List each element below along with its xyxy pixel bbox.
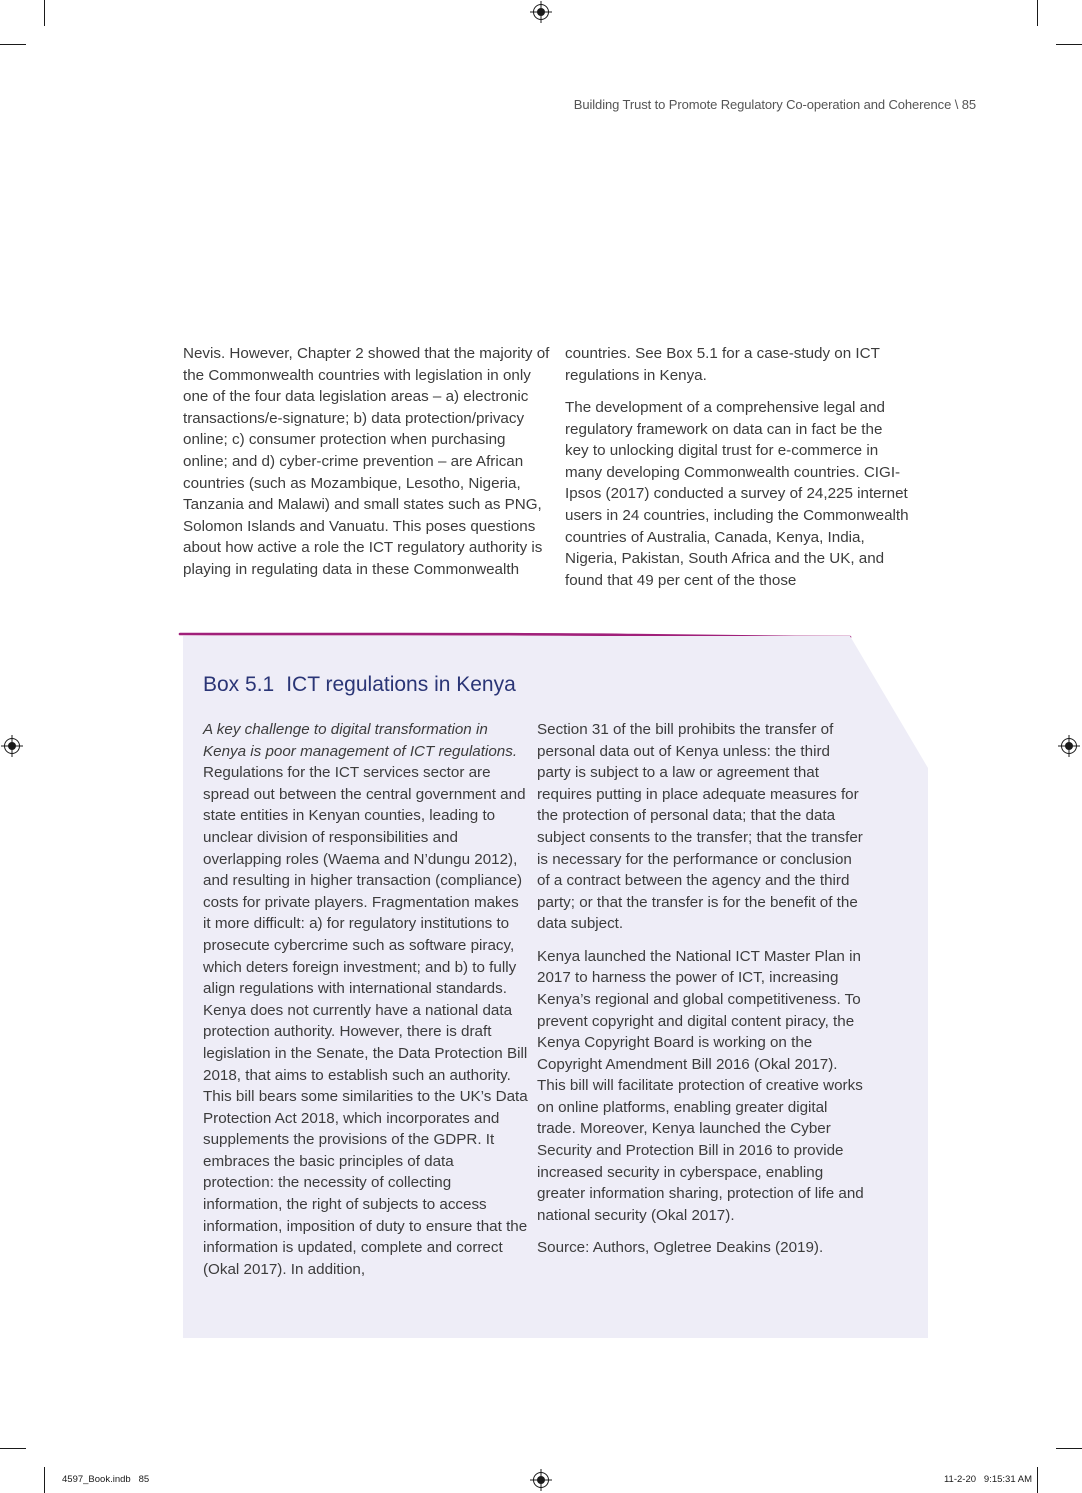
crop-mark [1056,1448,1082,1449]
crop-mark [1056,44,1082,45]
crop-mark [0,1448,26,1449]
body-right-column [565,343,910,602]
box-left-column [203,719,528,1291]
registration-mark-icon [1061,738,1077,754]
box-title [203,673,516,697]
body-paragraph: countries. See Box 5.1 for a case-study on ICT regulations in Kenya. [565,345,880,384]
print-slug-timestamp: 11-2-20 9:15:31 AM [943,1474,1032,1485]
crop-mark [44,1467,45,1493]
box-paragraph: Kenya launched the National ICT Master Plan in 2017 to harness the power of ICT, increasing Kenya’s regional and global competitiveness. To prevent copyright and digital content piracy, the Kenya Copyright Board is working on the Copyright Amendment Bill 2016 (Okal 2017). This bill will facilitate protection of creative works on online platforms, enabling greater digital trade. Moreover, Kenya launched the Cyber Security and Protection Bill in 2016 to provide increased security in cyberspace, enabling greater information sharing, protection of life and national security (Okal 2017). [537,947,864,1224]
body-left-column [183,343,553,591]
running-head: Building Trust to Promote Regulatory Co-operation and Coherence \ 85 [573,97,976,112]
box-right-column [537,719,867,1270]
body-paragraph: The development of a comprehensive legal and regulatory framework on data can in fact be the key to unlocking digital trust for e-commerce in many developing Commonwealth countries. CIGI-Ipsos (2017) conducted a survey of 24,225 internet users in 24 countries, including the Commonwealth countries of Australia, Canada, Kenya, India, Nigeria, Pakistan, South Africa and the UK, and found that 49 per cent of the those [565,398,909,589]
registration-mark-icon [533,1472,549,1488]
body-paragraph: Nevis. However, Chapter 2 showed that the majority of the Commonwealth countries with legislation in only one of the four data legislation areas – a) electronic transactions/e-signature; b) data protection/privacy online; c) consumer protection when purchasing online; and d) cyber-crime prevention – are African countries (such as Mozambique, Lesotho, Nigeria, Tanzania and Malawi) and small states such as PNG, Solomon Islands and Vanuatu. This poses questions about how active a role the ICT regulatory authority is playing in regulating data in these Commonwealth [183,345,550,578]
print-slug-file: 4597_Book.indb 85 [62,1474,150,1485]
box-intro-italic: A key challenge to digital transformation in Kenya is poor management of ICT regulations. [203,721,518,760]
crop-mark [1037,0,1038,26]
box-source: Source: Authors, Ogletree Deakins (2019). [537,1239,824,1257]
box-paragraph-text: Regulations for the ICT services sector are spread out between the central government and state entities in Kenyan counties, leading to unclear division of responsibilities and overlapping roles (Waema and N’dungu 2012), and resulting in higher transaction (compliance) costs for private players. Fragmentation makes it more difficult: a) for regulatory institutions to prosecute cybercrime such as software piracy, which deters foreign investment; and b) to fully align regulations with international standards. Kenya does not currently have a national data protection authority. However, there is draft legislation in the Senate, the Data Protection Bill 2018, that aims to establish such an authority. This bill bears some similarities to the UK’s Data Protection Act 2018, which incorporates and supplements the provisions of the GDPR. It embraces the basic principles of data protection: the necessity of collecting information, the right of subjects to access information, imposition of duty to ensure that the information is updated, complete and correct (Okal 2017). In addition, [203,764,528,1278]
box-heading: ICT regulations in Kenya [286,673,516,696]
crop-mark [44,0,45,26]
box-paragraph: Section 31 of the bill prohibits the transfer of personal data out of Kenya unless: the third party is subject to a law or agreement that requires putting in place adequate measures for the protection of personal data; that the data subject consents to the transfer; that the transfer is necessary for the performance or conclusion of a contract between the agency and the third party; or that the transfer is for the benefit of the data subject. [537,721,863,933]
box-number: Box 5.1 [203,673,275,696]
crop-mark [1037,1467,1038,1493]
crop-mark [0,44,26,45]
registration-mark-icon [4,738,20,754]
box-paragraph [203,719,528,1280]
registration-mark-icon [533,4,549,20]
